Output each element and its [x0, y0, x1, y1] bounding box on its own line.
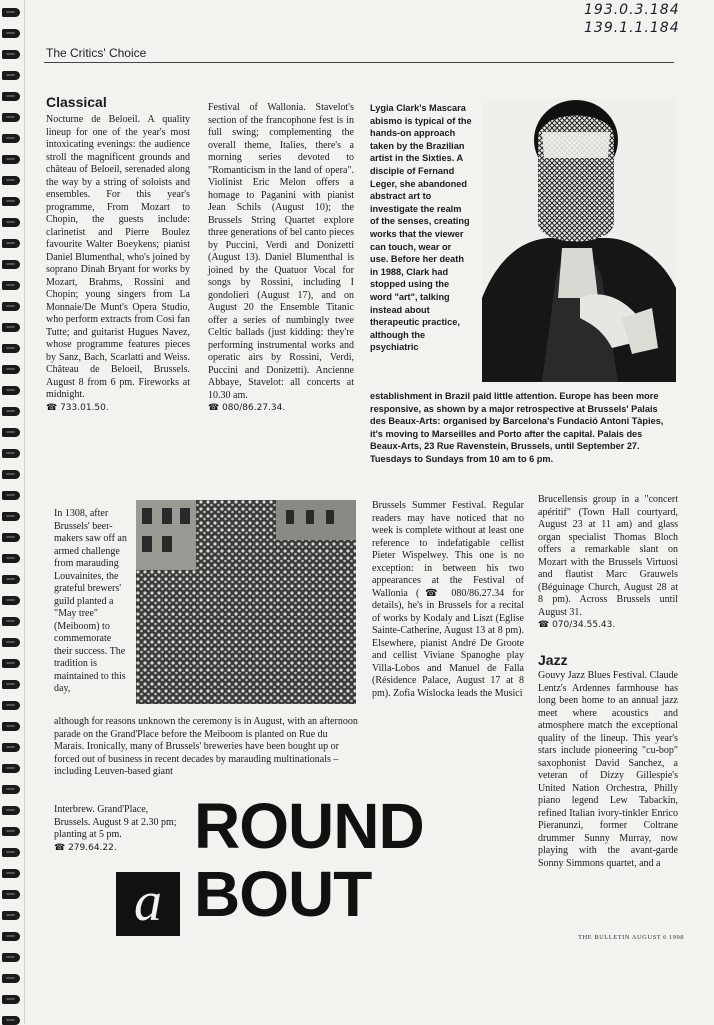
brucellensis-phone: ☎ 070/34.55.43.	[538, 620, 616, 630]
summer-festival-body: Brussels Summer Festival. Regular readers may have noticed that no week is complete without at least one reference to indefatigable cellist Pieter Wispelwey. This one is no exception: in between his two appearances at the Festival of Wallonia (☎ 080/86.27.34 for details), he's in Brussels for a recital of works by Kodaly and Liszt (Eglise Sainte-Catherine, August 13 at 8 pm). Elsewhere, pianist André De Groote and cellist Viviane Spanoghe play Villa-Lobos and Manuel de Falla (Résidence Palace, August 17 at 8 pm). Zofia Wislocka leads the Musici	[372, 500, 524, 699]
binding-ring	[2, 638, 20, 647]
handwritten-number-1: 193.0.3.184	[584, 2, 680, 18]
binding-ring	[2, 890, 20, 899]
binding-ring	[2, 386, 20, 395]
binding-ring	[2, 365, 20, 374]
binding-ring	[2, 323, 20, 332]
binding-ring	[2, 911, 20, 920]
binding-ring	[2, 995, 20, 1004]
binding-ring	[2, 302, 20, 311]
spiral-binding	[0, 0, 24, 1024]
brucellensis-article	[538, 494, 678, 632]
binding-ring	[2, 827, 20, 836]
binding-ring	[2, 953, 20, 962]
binding-ring	[2, 659, 20, 668]
binding-ring	[2, 407, 20, 416]
jazz-heading: Jazz	[538, 652, 568, 668]
lygia-body-narrow: Lygia Clark's Mascara abismo is typical of the hands-on approach taken by the Brazilian artist in the Sixties. A disciple of Fernand Leger, she abandoned abstract art to investigate the realm of the senses, creating works that the viewer can touch, wear or use. Before her death in 1988, Clark had stopped using the word "art", talking instead about therapeutic practice, although the psychiatric	[370, 103, 472, 353]
binding-ring	[2, 491, 20, 500]
binding-ring	[2, 50, 20, 59]
title-round: ROUND	[194, 790, 424, 862]
title-a-logo: a	[116, 872, 180, 936]
binding-ring	[2, 743, 20, 752]
meiboom-body-narrow: In 1308, after Brussels' beer-makers saw off an armed challenge from marauding Louvainites, the grateful brewers' guild planted a "May tree" (Meiboom) to commemorate their success. The tradition is maintained to this day,	[54, 508, 127, 694]
page-edge	[24, 0, 25, 1024]
crowd-image	[136, 500, 356, 704]
binding-ring	[2, 617, 20, 626]
classical-phone: ☎ 733.01.50.	[46, 402, 109, 413]
meiboom-tail	[54, 804, 182, 854]
meiboom-phone: ☎ 279.64.22.	[54, 842, 117, 853]
binding-ring	[2, 449, 20, 458]
binding-ring	[2, 218, 20, 227]
meiboom-crowd-photo	[136, 500, 356, 704]
binding-ring	[2, 176, 20, 185]
mascara-abismo-photo	[482, 98, 676, 382]
binding-ring	[2, 281, 20, 290]
section-title: The Critics' Choice	[46, 46, 147, 60]
binding-ring	[2, 701, 20, 710]
binding-ring	[2, 29, 20, 38]
binding-ring	[2, 785, 20, 794]
binding-ring	[2, 344, 20, 353]
wallonia-phone: ☎ 080/86.27.34.	[208, 403, 286, 413]
binding-ring	[2, 260, 20, 269]
binding-ring	[2, 92, 20, 101]
footer-credit: THE BULLETIN AUGUST 6 1998	[578, 934, 685, 941]
classical-body: Nocturne de Beloeil. A quality lineup for one of the year's most intoxicating evenings: the audience stroll the magnificent grounds and château of Beloeil, serenaded along the way by a string of soloists and ensembles. For this year's programme, From Mozart to Chopin, the guests include: clarinetist and Pierre Boulez favourite Walter Boeykens; pianist Daniel Blumenthal, who's joined by soprano Dinah Bryant for works by Mozart, Brahms, Rossini and Chopin; young singers from La Monnaie/De Munt's Opera Studio, who perform extracts from Così fan Tutte; and guitarist Hugues Navez, whose programme features pieces by Sanz, Bach, Scarlatti and Weiss. Château de Beloeil, Brussels. August 8 from 6 pm. Fireworks at midnight.	[46, 114, 190, 400]
binding-ring	[2, 470, 20, 479]
title-bout: BOUT	[194, 858, 372, 930]
binding-ring	[2, 722, 20, 731]
meiboom-body-wide: although for reasons unknown the ceremony is in August, with an afternoon parade on the Grand'Place before the Meiboom is planted on Rue du Marais. Ironically, many of Brussels' breweries have been bought up or forced out of business in recent decades by marauding multinationals – including Leuven-based giant	[54, 716, 358, 777]
binding-ring	[2, 533, 20, 542]
binding-ring	[2, 554, 20, 563]
binding-ring	[2, 134, 20, 143]
classical-article	[46, 114, 190, 414]
lygia-body-wide: establishment in Brazil paid little attention. Europe has been more responsive, as shown by a major retrospective at Brussels' Palais des Beaux-Arts: organised by Barcelona's Fundació Antoni Tàpies, it's moving to Marseilles and Porto after the capital. Palais des Beaux-Arts, 23 Rue Ravenstein, Brussels, until September 27. Tuesdays to Sundays from 10 am to 6 pm.	[370, 391, 664, 464]
binding-ring	[2, 113, 20, 122]
wallonia-article	[208, 102, 354, 415]
binding-ring	[2, 8, 20, 17]
binding-ring	[2, 764, 20, 773]
binding-ring	[2, 197, 20, 206]
binding-ring	[2, 869, 20, 878]
binding-ring	[2, 596, 20, 605]
binding-ring	[2, 974, 20, 983]
meiboom-tail-body: Interbrew. Grand'Place, Brussels. August 9 at 2.30 pm; planting at 5 pm.	[54, 804, 177, 840]
wallonia-body: Festival of Wallonia. Stavelot's section of the francophone fest is in full swing; complementing the overall theme, Italies, there's a morning series devoted to "Romanticism in the land of opera". Violinist Eric Melon offers a homage to Paganini with pianist Jean Schils (August 10); the Brussels String Quartet explore three generations of bel canto pieces by Puccini, Verdi and Donizetti (August 13). Daniel Blumenthal is joined by the Quatuor Vocal for songs by Rossini, including I gondolieri (August 17), and on August 20 the Ensemble Titanic offer a series of numbingly twee Celtic ballads (just kidding: they're performing instrumental works and operatic airs by Rossini, Verdi, Puccini and Donizetti). Ancienne Abbaye, Stavelot: all concerts at 10.30 am.	[208, 102, 354, 401]
binding-ring	[2, 239, 20, 248]
jazz-body: Gouvy Jazz Blues Festival. Claude Lentz's Ardennes farmhouse has long been home to an annual jazz meet where acoustics and atmosphere match the exceptional quality of the lineup. This year's stars include pioneering "cu-bop" saxophonist David Sanchez, a veteran of Dizzy Gillespie's United Nation Orchestra, Philly piano legend Lew Tabackin, refined Italian ivory-tinkler Enrico Pieranunzi, former Coltrane drummer Sunny Murray, now playing with the avant-garde Sonny Simmons quartet, and a	[538, 670, 678, 869]
binding-ring	[2, 848, 20, 857]
masked-figure-image	[482, 98, 676, 382]
header-rule	[44, 62, 674, 63]
binding-ring	[2, 680, 20, 689]
classical-heading: Classical	[46, 94, 107, 110]
handwritten-number-2: 139.1.1.184	[584, 20, 680, 36]
binding-ring	[2, 428, 20, 437]
binding-ring	[2, 575, 20, 584]
binding-ring	[2, 806, 20, 815]
binding-ring	[2, 155, 20, 164]
binding-ring	[2, 932, 20, 941]
brucellensis-body: Brucellensis group in a "concert apéritif" (Town Hall courtyard, August 23 at 11 am) and glass organ specialist Thomas Bloch offers a remarkable slant on Mozart with the Brussels Virtuosi and flautist Marc Grauwels (Béguinage Church, August 28 at 8 pm). Across Brussels until August 31.	[538, 494, 678, 618]
binding-ring	[2, 512, 20, 521]
binding-ring	[2, 71, 20, 80]
